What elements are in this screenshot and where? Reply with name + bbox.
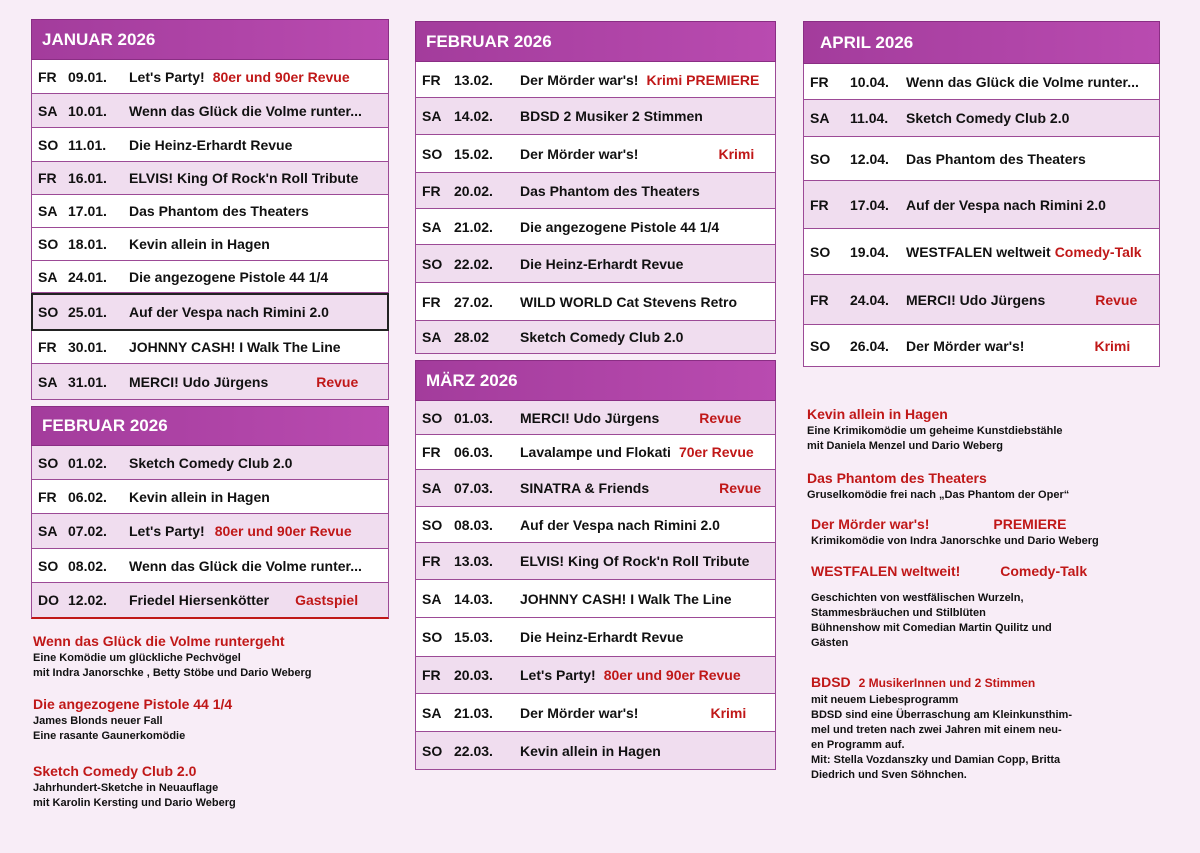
row-day: SA (810, 110, 830, 126)
schedule-row[interactable] (31, 228, 389, 261)
row-date: 20.03. (454, 667, 493, 683)
note-title: BDSD (811, 674, 851, 690)
row-day: SO (38, 454, 59, 471)
row-day: FR (422, 182, 441, 199)
row-title: Auf der Vespa nach Rimini 2.0 (906, 196, 1106, 213)
row-date: 26.04. (850, 337, 889, 354)
note-line: Diedrich und Sven Söhnchen. (811, 769, 967, 781)
row-title: Friedel Hiersenkötter (129, 592, 270, 608)
row-date: 18.01. (68, 236, 107, 252)
row-tag: Revue (316, 373, 359, 390)
row-day: SA (38, 203, 58, 219)
row-day: SO (810, 150, 831, 167)
row-title: Lavalampe und Flokati (520, 444, 671, 460)
row-title: MERCI! Udo Jürgens (129, 373, 269, 390)
note-title-row (811, 673, 1191, 693)
row-day: SA (38, 523, 58, 539)
row-title: Das Phantom des Theaters (520, 182, 700, 199)
note-title: Wenn das Glück die Volme runtergeht (33, 633, 285, 649)
row-title: Das Phantom des Theaters (906, 150, 1086, 167)
row-date: 13.03. (454, 553, 493, 569)
note-westfalen (811, 562, 1191, 651)
schedule-row[interactable] (415, 507, 776, 543)
note-line: mit neuem Liebesprogramm (811, 694, 959, 706)
note-kevin (807, 405, 1187, 454)
schedule-row[interactable] (803, 325, 1160, 367)
row-date: 25.01. (68, 303, 107, 320)
note-title: WESTFALEN weltweit! (811, 563, 961, 579)
row-day: FR (422, 293, 441, 310)
row-day: SO (422, 629, 443, 645)
row-day: SA (38, 373, 58, 390)
row-day: SA (422, 590, 442, 607)
note-title-row (811, 562, 1191, 581)
row-title: Kevin allein in Hagen (129, 236, 270, 252)
note-line: Bühnenshow mit Comedian Martin Quilitz und (811, 622, 1052, 634)
row-date: 09.01. (68, 68, 107, 85)
schedule-row[interactable] (803, 275, 1160, 325)
row-title: WESTFALEN weltweit (906, 243, 1051, 260)
schedule-row[interactable] (31, 195, 389, 228)
schedule-row[interactable] (415, 580, 776, 618)
row-title: JOHNNY CASH! I Walk The Line (129, 339, 341, 355)
schedule-row[interactable] (31, 94, 389, 128)
march-section (415, 360, 776, 770)
row-date: 22.02. (454, 255, 493, 272)
row-date: 10.04. (850, 73, 889, 90)
row-title: Kevin allein in Hagen (129, 488, 270, 505)
row-date: 12.04. (850, 150, 889, 167)
row-title: MERCI! Udo Jürgens (906, 291, 1046, 308)
row-title: Die angezogene Pistole 44 1/4 (129, 268, 329, 285)
row-day: FR (422, 553, 441, 569)
row-title: Die angezogene Pistole 44 1/4 (520, 218, 720, 235)
note-line: James Blonds neuer Fall (33, 715, 163, 727)
row-tag: 80er und 90er Revue (603, 667, 741, 683)
schedule-row[interactable] (415, 283, 776, 321)
row-tag: 80er und 90er Revue (214, 523, 352, 539)
schedule-row[interactable] (31, 60, 389, 94)
schedule-row[interactable] (415, 321, 776, 354)
row-date: 28.02 (454, 329, 490, 345)
row-day: SA (422, 108, 442, 124)
row-date: 08.03. (454, 516, 493, 533)
row-day: SO (38, 136, 59, 153)
note-line: mit Indra Janorschke , Betty Stöbe und Dario Weberg (33, 667, 312, 679)
row-title: Die Heinz-Erhardt Revue (520, 629, 684, 645)
note-line: Eine Krimikomödie um geheime Kunstdiebstähle (807, 425, 1063, 437)
row-title: MERCI! Udo Jürgens (520, 409, 660, 426)
row-title: Kevin allein in Hagen (520, 742, 661, 759)
note-line: Krimikomödie von Indra Janorschke und Dario Weberg (811, 535, 1099, 547)
row-title: Das Phantom des Theaters (129, 203, 309, 219)
note-line: mit Karolin Kersting und Dario Weberg (33, 797, 236, 809)
row-date: 01.03. (454, 409, 493, 426)
row-date: 24.01. (68, 268, 107, 285)
row-day: SA (422, 218, 442, 235)
note-line: Gästen (811, 637, 849, 649)
row-title: Der Mörder war's! (520, 145, 639, 162)
row-tag: Revue (719, 480, 762, 496)
note-title: Kevin allein in Hagen (807, 406, 948, 422)
april-section (803, 21, 1160, 367)
note-title: Das Phantom des Theaters (807, 470, 987, 486)
row-day: FR (38, 488, 57, 505)
row-date: 19.04. (850, 243, 889, 260)
row-day: SO (810, 243, 831, 260)
row-tag: Krimi PREMIERE (646, 71, 760, 88)
row-day: SA (38, 102, 58, 119)
row-title: Wenn das Glück die Volme runter... (129, 102, 362, 119)
schedule-row[interactable] (415, 209, 776, 245)
row-date: 14.03. (454, 590, 493, 607)
march-header: MÄRZ 2026 (415, 360, 776, 401)
row-day: FR (38, 170, 57, 186)
row-title: Auf der Vespa nach Rimini 2.0 (129, 303, 329, 320)
note-title: Sketch Comedy Club 2.0 (33, 763, 197, 779)
row-day: FR (38, 68, 57, 85)
row-tag: Revue (1095, 291, 1138, 308)
note-line: Gruselkomödie frei nach „Das Phantom der Oper“ (807, 489, 1070, 501)
row-title: Die Heinz-Erhardt Revue (520, 255, 684, 272)
row-day: SA (38, 268, 58, 285)
row-date: 21.02. (454, 218, 493, 235)
schedule-row[interactable] (415, 470, 776, 507)
row-title: Der Mörder war's! (520, 704, 639, 721)
february-section (415, 21, 776, 354)
row-tag: Krimi (718, 145, 755, 162)
row-date: 07.03. (454, 480, 493, 496)
row-day: FR (422, 667, 441, 683)
note-tag: Comedy-Talk (1000, 563, 1088, 579)
row-date: 20.02. (454, 182, 493, 199)
row-date: 14.02. (454, 108, 493, 124)
row-title: WILD WORLD Cat Stevens Retro (520, 293, 738, 310)
row-tag: Gastspiel (295, 592, 359, 608)
row-date: 11.04. (850, 110, 889, 126)
row-date: 17.04. (850, 196, 889, 213)
schedule-row[interactable] (415, 98, 776, 135)
row-tag: 70er Revue (678, 444, 754, 460)
schedule-row[interactable] (415, 62, 776, 98)
schedule-row[interactable] (31, 583, 389, 619)
row-date: 22.03. (454, 742, 493, 759)
row-day: SA (422, 704, 442, 721)
schedule-row[interactable] (803, 100, 1160, 137)
row-title: Let's Party! (520, 667, 596, 683)
april-header: APRIL 2026 (803, 21, 1160, 64)
note-volme (33, 632, 393, 681)
row-date: 07.02. (68, 523, 107, 539)
row-date: 27.02. (454, 293, 493, 310)
row-title: SINATRA & Friends (520, 480, 650, 496)
row-day: FR (810, 196, 829, 213)
schedule-row[interactable] (415, 401, 776, 435)
schedule-row[interactable] (31, 331, 389, 364)
note-title-row (811, 515, 1191, 534)
note-line: Eine Komödie um glückliche Pechvögel (33, 652, 241, 664)
schedule-row[interactable] (31, 446, 389, 480)
january-section (31, 19, 389, 400)
row-date: 15.03. (454, 629, 493, 645)
row-title: BDSD 2 Musiker 2 Stimmen (520, 108, 703, 124)
row-day: SA (422, 480, 442, 496)
row-date: 10.01. (68, 102, 107, 119)
row-day: SO (38, 303, 59, 320)
row-date: 21.03. (454, 704, 493, 721)
row-day: SO (810, 337, 831, 354)
schedule-row[interactable] (31, 364, 389, 400)
row-title: ELVIS! King Of Rock'n Roll Tribute (129, 170, 359, 186)
note-line: mit Daniela Menzel und Dario Weberg (807, 440, 1003, 452)
row-title: Let's Party! (129, 523, 205, 539)
row-title: Wenn das Glück die Volme runter... (129, 557, 362, 574)
february-header: FEBRUAR 2026 (415, 21, 776, 62)
row-title: Sketch Comedy Club 2.0 (520, 329, 684, 345)
schedule-row[interactable] (31, 261, 389, 293)
note-phantom (807, 469, 1187, 503)
row-day: DO (38, 592, 59, 608)
row-title: Der Mörder war's! (520, 71, 639, 88)
row-tag: Krimi (1094, 337, 1131, 354)
row-date: 06.02. (68, 488, 107, 505)
row-title: Sketch Comedy Club 2.0 (129, 454, 293, 471)
january-header: JANUAR 2026 (31, 19, 389, 60)
row-day: SO (422, 145, 443, 162)
schedule-row[interactable] (415, 245, 776, 283)
schedule-row[interactable] (415, 173, 776, 209)
note-title: Der Mörder war's! (811, 516, 930, 532)
note-moerder (811, 515, 1191, 549)
schedule-row[interactable] (31, 162, 389, 195)
schedule-row[interactable] (803, 64, 1160, 100)
schedule-row[interactable] (415, 618, 776, 657)
note-line: Mit: Stella Vozdanszky und Damian Copp, Britta (811, 754, 1061, 766)
row-title: Der Mörder war's! (906, 337, 1025, 354)
schedule-row[interactable] (415, 732, 776, 770)
row-title: Auf der Vespa nach Rimini 2.0 (520, 516, 720, 533)
row-tag: Revue (699, 409, 742, 426)
row-date: 15.02. (454, 145, 493, 162)
row-tag: Comedy-Talk (1054, 243, 1142, 260)
row-day: SO (422, 409, 443, 426)
row-day: SO (422, 255, 443, 272)
row-date: 17.01. (68, 203, 107, 219)
schedule-row[interactable] (415, 657, 776, 694)
schedule-row[interactable] (415, 435, 776, 470)
row-title: ELVIS! King Of Rock'n Roll Tribute (520, 553, 750, 569)
schedule-row[interactable] (803, 181, 1160, 229)
row-day: SO (422, 516, 443, 533)
note-tag: 2 MusikerInnen und 2 Stimmen (858, 676, 1036, 690)
row-day: SA (422, 329, 442, 345)
schedule-row[interactable] (31, 480, 389, 514)
schedule-row[interactable] (31, 514, 389, 549)
row-date: 11.01. (68, 136, 107, 153)
schedule-row[interactable] (415, 694, 776, 732)
row-day: FR (422, 444, 441, 460)
row-date: 01.02. (68, 454, 107, 471)
row-tag: Krimi (710, 704, 747, 721)
row-day: SO (38, 557, 59, 574)
schedule-row[interactable] (31, 293, 389, 331)
row-title: JOHNNY CASH! I Walk The Line (520, 590, 732, 607)
row-date: 30.01. (68, 339, 107, 355)
schedule-row[interactable] (803, 229, 1160, 275)
row-day: SO (38, 236, 59, 252)
row-day: SO (422, 742, 443, 759)
row-date: 12.02. (68, 592, 107, 608)
row-title: Sketch Comedy Club 2.0 (906, 110, 1070, 126)
row-day: FR (810, 73, 829, 90)
row-date: 06.03. (454, 444, 493, 460)
schedule-row[interactable] (31, 549, 389, 583)
note-line: en Programm auf. (811, 739, 905, 751)
note-sketch (33, 762, 393, 811)
row-title: Wenn das Glück die Volme runter... (906, 73, 1139, 90)
row-date: 16.01. (68, 170, 107, 186)
row-tag: 80er und 90er Revue (212, 68, 350, 85)
note-line: Stammesbräuchen und Stilblüten (811, 607, 986, 619)
row-day: FR (810, 291, 829, 308)
row-date: 24.04. (850, 291, 889, 308)
february-section-left (31, 406, 389, 619)
note-line: Jahrhundert-Sketche in Neuauflage (33, 782, 219, 794)
february-header-left: FEBRUAR 2026 (31, 406, 389, 446)
note-line: Eine rasante Gaunerkomödie (33, 730, 186, 742)
schedule-row[interactable] (31, 128, 389, 162)
row-date: 08.02. (68, 557, 107, 574)
schedule-row[interactable] (415, 543, 776, 580)
note-pistole (33, 695, 393, 744)
note-line: BDSD sind eine Überraschung am Kleinkunsthim- (811, 709, 1072, 721)
row-date: 13.02. (454, 71, 493, 88)
note-line: Geschichten von westfälischen Wurzeln, (811, 592, 1024, 604)
note-bdsd (811, 673, 1191, 783)
schedule-row[interactable] (415, 135, 776, 173)
row-day: FR (422, 71, 441, 88)
row-title: Die Heinz-Erhardt Revue (129, 136, 293, 153)
row-date: 31.01. (68, 373, 107, 390)
note-line: mel und treten nach zwei Jahren mit einem neu- (811, 724, 1062, 736)
schedule-row[interactable] (803, 137, 1160, 181)
row-title: Let's Party! (129, 68, 205, 85)
note-title: Die angezogene Pistole 44 1/4 (33, 696, 233, 712)
note-tag: PREMIERE (993, 516, 1067, 532)
row-day: FR (38, 339, 57, 355)
